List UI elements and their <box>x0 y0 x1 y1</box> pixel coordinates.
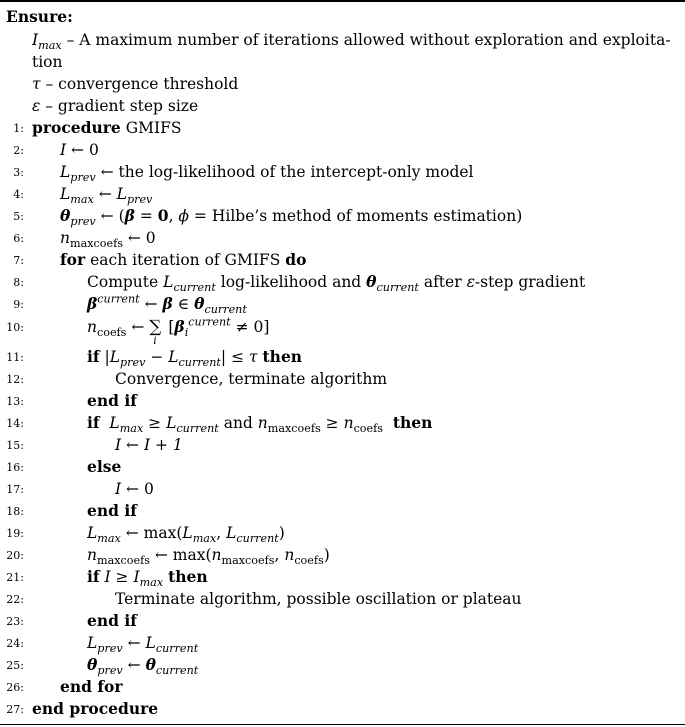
algo-line-17: 17: I ← 0 <box>6 480 154 498</box>
ensure-text: – convergence threshold <box>40 75 239 93</box>
algo-line-2: 2: I ← 0 <box>13 141 99 159</box>
ensure-text: – A maximum number of iterations allowed without exploration and exploita- <box>61 31 671 49</box>
algo-line-4: 4: $L_{max}$ ← $L_{prev}$ <box>13 185 153 206</box>
ensure-header <box>0 6 685 28</box>
ensure-item-eps <box>0 95 685 117</box>
algo-line-3: 3: $L_{prev}$ ← the log-likelihood of the intercept-only model <box>13 163 474 184</box>
algo-line-23: 23: end if <box>6 611 137 630</box>
ensure-item-tau <box>0 73 685 95</box>
algo-line-21: 21: if $I \ge I_{max}$ then <box>6 567 208 589</box>
algo-line-22: 22: Terminate algorithm, possible oscillation or plateau <box>6 590 522 608</box>
algo-line-24: 24: $L_{prev}$ ← $L_{current}$ <box>6 634 199 655</box>
algo-line-19: 19: $L_{max}$ ← $\max(L_{max}$, $L_{current}$) <box>6 524 285 545</box>
algo-line-9: 9: $\beta^{current}$ ← β ∈ $\theta_{current}$ <box>13 292 247 316</box>
ensure-symbol: τ <box>32 75 41 93</box>
ensure-symbol: ε <box>32 97 41 115</box>
algo-line-12: 12: Convergence, terminate algorithm <box>6 370 388 388</box>
algo-line-27: 27: end procedure <box>6 699 159 718</box>
algo-line-6: 6: $n_{maxcoefs}$ ← 0 <box>13 229 156 250</box>
procedure-name: GMIFS <box>125 119 182 137</box>
bottom-rule <box>0 724 685 725</box>
algo-line-16: 16: else <box>6 457 122 476</box>
algo-line-11: 11: if $|L_{prev} - L_{current}| \le \tau$ then <box>6 347 303 369</box>
algo-line-7: 7: for each iteration of GMIFS do <box>13 250 307 269</box>
algo-line-5: 5: $\theta_{prev}$ ← (β = 0, ϕ = Hilbe’s method of moments estimation) <box>13 206 523 228</box>
ensure-item-imax: $I_{max}$ – A maximum number of iterations allowed without exploration and exploita- <box>32 31 671 52</box>
ensure-text: – gradient step size <box>40 97 199 115</box>
top-rule <box>0 0 685 2</box>
ensure-symbol: I <box>32 31 39 49</box>
line-number: 1: <box>13 122 24 135</box>
algo-line-13: 13: end if <box>6 391 137 410</box>
ensure-label: Ensure: <box>6 7 73 26</box>
algo-line-14: 14: if $L_{max} \ge L_{current}$ and $n_{maxcoefs} \ge n_{coefs}$ then <box>6 413 433 435</box>
algo-line-1: 1: procedure GMIFS <box>0 117 685 139</box>
algo-line-10: 10: $n_{coefs}$ ← ∑ i $[\beta_i^{current} \ne 0]$ <box>6 315 270 347</box>
sum-operator: ∑ i <box>149 317 162 347</box>
algo-line-20: 20: $n_{maxcoefs}$ ← $\max(n_{maxcoefs}$, $n_{coefs}$) <box>6 546 330 567</box>
algo-line-15: 15: I ← I + 1 <box>6 436 183 454</box>
algo-line-25: 25: $\theta_{prev}$ ← $\theta_{current}$ <box>6 655 199 677</box>
ensure-item-imax-cont <box>0 51 685 73</box>
ensure-text-cont: tion <box>32 53 63 71</box>
algo-line-18: 18: end if <box>6 501 137 520</box>
algo-line-26: 26: end for <box>6 677 123 696</box>
algo-line-8: 8: Compute $L_{current}$ log-likelihood and $\theta_{current}$ after ε-step gradient <box>13 272 586 294</box>
